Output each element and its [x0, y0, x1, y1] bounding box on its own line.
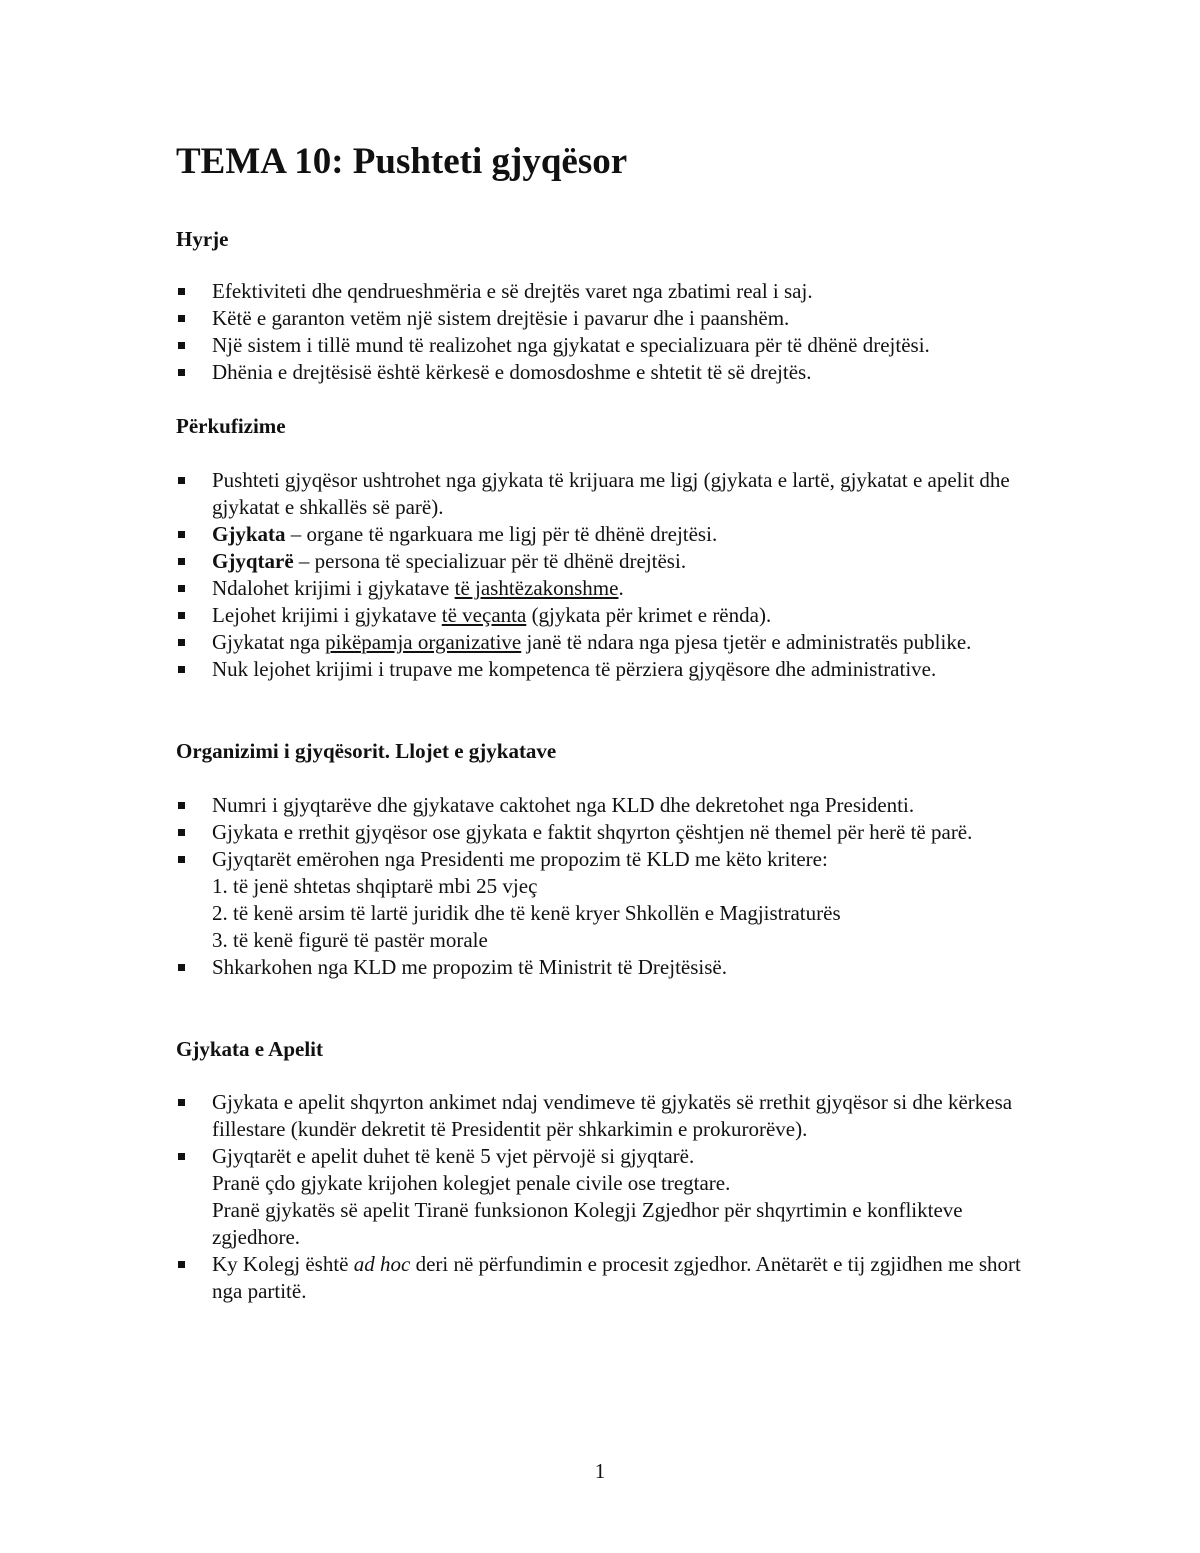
list-subline: Pranë çdo gjykate krijohen kolegjet penale civile ose tregtare.	[212, 1171, 731, 1195]
list-item: Ky Kolegj është ad hoc deri në përfundimin e procesit zgjedhor. Anëtarët e tij zgjidhen me short nga partitë.	[176, 1251, 1046, 1305]
list-item: Efektiviteti dhe qendrueshmëria e së drejtës varet nga zbatimi real i saj.	[176, 278, 1046, 305]
bullet-icon	[178, 585, 185, 592]
list-item: Gjyqtarët emërohen nga Presidenti me propozim të KLD me këto kritere: 1. të jenë shtetas shqiptarë mbi 25 vjeç 2. të kenë arsim të lartë juridik dhe të kenë kryer Shkollën e Magjistraturës 3. të kenë figurë të pastër morale	[176, 846, 1046, 954]
page-number: 1	[594, 1459, 606, 1483]
list-item: Nuk lejohet krijimi i trupave me kompetenca të përziera gjyqësore dhe administrative.	[176, 656, 1046, 683]
bullet-icon	[178, 612, 185, 619]
bullet-icon	[178, 802, 185, 809]
bullet-icon	[178, 1261, 185, 1268]
bullet-icon	[178, 1153, 185, 1160]
bullet-icon	[178, 531, 185, 538]
section-heading-hyrje: Hyrje	[176, 227, 229, 251]
list-item: Dhënia e drejtësisë është kërkesë e domosdoshme e shtetit të së drejtës.	[176, 359, 1046, 386]
bullet-icon	[178, 369, 185, 376]
list-item: Lejohet krijimi i gjykatave të veçanta (gjykata për krimet e rënda).	[176, 602, 1046, 629]
page-title: TEMA 10: Pushteti gjyqësor	[176, 141, 628, 182]
bullet-icon	[178, 558, 185, 565]
list-item: Gjykata e rrethit gjyqësor ose gjykata e faktit shqyrton çështjen në themel për herë të parë.	[176, 819, 1046, 846]
list-item: Këtë e garanton vetëm një sistem drejtësie i pavarur dhe i paanshëm.	[176, 305, 1046, 332]
bullet-icon	[178, 666, 185, 673]
criteria-item: 1. të jenë shtetas shqiptarë mbi 25 vjeç	[212, 874, 538, 898]
list-item: Pushteti gjyqësor ushtrohet nga gjykata të krijuara me ligj (gjykata e lartë, gjykatat e apelit dhe gjykatat e shkallës së parë).	[176, 467, 1046, 521]
list-subline: Pranë gjykatës së apelit Tiranë funksionon Kolegji Zgjedhor për shqyrtimin e konflikteve zgjedhore.	[212, 1198, 963, 1249]
list-item: Gjykata e apelit shqyrton ankimet ndaj vendimeve të gjykatës së rrethit gjyqësor si dhe kërkesa fillestare (kundër dekretit të Presidentit për shkarkimin e prokurorëve).	[176, 1089, 1046, 1143]
organizimi-list	[176, 792, 1046, 981]
apeli-list	[176, 1089, 1046, 1305]
bullet-icon	[178, 829, 185, 836]
list-item: Një sistem i tillë mund të realizohet nga gjykatat e specializuara për të dhënë drejtësi.	[176, 332, 1046, 359]
bullet-icon	[178, 477, 185, 484]
list-item: Gjykata – organe të ngarkuara me ligj për të dhënë drejtësi.	[176, 521, 1046, 548]
list-item: Gjyqtarët e apelit duhet të kenë 5 vjet përvojë si gjyqtarë. Pranë çdo gjykate krijohen kolegjet penale civile ose tregtare. Pranë gjykatës së apelit Tiranë funksionon Kolegji Zgjedhor për shqyrtimin e konflikteve zgjedhore.	[176, 1143, 1046, 1251]
bullet-icon	[178, 964, 185, 971]
section-heading-organizimi: Organizimi i gjyqësorit. Llojet e gjykatave	[176, 739, 557, 763]
section-heading-perkufizime: Përkufizime	[176, 414, 286, 438]
hyrje-list	[176, 278, 1046, 386]
bullet-icon	[178, 315, 185, 322]
list-item: Shkarkohen nga KLD me propozim të Ministrit të Drejtësisë.	[176, 954, 1046, 981]
list-item: Numri i gjyqtarëve dhe gjykatave caktohet nga KLD dhe dekretohet nga Presidenti.	[176, 792, 1046, 819]
criteria-item: 3. të kenë figurë të pastër morale	[212, 928, 488, 952]
bullet-icon	[178, 342, 185, 349]
section-heading-apeli: Gjykata e Apelit	[176, 1037, 323, 1061]
list-item: Ndalohet krijimi i gjykatave të jashtëzakonshme.	[176, 575, 1046, 602]
bullet-icon	[178, 856, 185, 863]
list-item: Gjykatat nga pikëpamja organizative janë të ndara nga pjesa tjetër e administratës publike.	[176, 629, 1046, 656]
bullet-icon	[178, 1099, 185, 1106]
perkufizime-list	[176, 467, 1046, 683]
bullet-icon	[178, 639, 185, 646]
list-item: Gjyqtarë – persona të specializuar për të dhënë drejtësi.	[176, 548, 1046, 575]
bullet-icon	[178, 288, 185, 295]
criteria-item: 2. të kenë arsim të lartë juridik dhe të kenë kryer Shkollën e Magjistraturës	[212, 901, 841, 925]
